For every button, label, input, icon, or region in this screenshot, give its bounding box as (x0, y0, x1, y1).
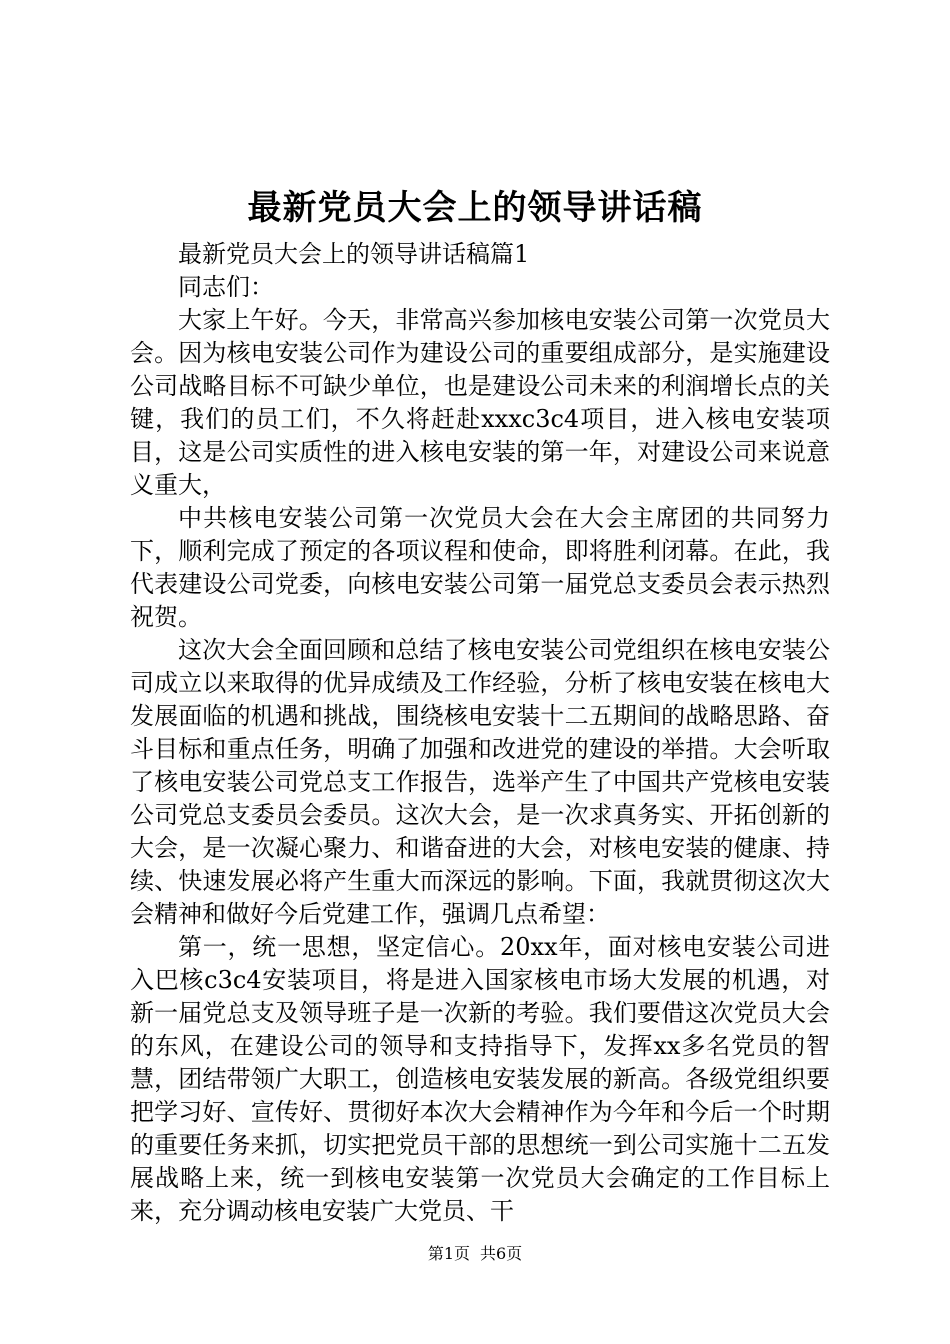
document-title: 最新党员大会上的领导讲话稿 (247, 188, 703, 228)
page-total: 共6页 (480, 1244, 523, 1263)
salutation: 同志们： (178, 273, 274, 301)
body-paragraph: 中共核电安装公司第一次党员大会在大会主席团的共同努力下，顺利完成了预定的各项议程和使命，即将胜利闭幕。在此，我代表建设公司党委，向核电安装公司第一届党总支委员会表示热烈祝贺。 (130, 504, 830, 631)
page-number: 第1页 (427, 1244, 470, 1263)
section-heading: 最新党员大会上的领导讲话稿篇1 (178, 240, 530, 268)
document-body (130, 238, 830, 1228)
body-paragraph: 这次大会全面回顾和总结了核电安装公司党组织在核电安装公司成立以来取得的优异成绩及工作经验，分析了核电安装在核电大发展面临的机遇和挑战，围绕核电安装十二五期间的战略思路、奋斗目标和重点任务，明确了加强和改进党的建设的举措。大会听取了核电安装公司党总支工作报告，选举产生了中国共产党核电安装公司党总支委员会委员。这次大会，是一次求真务实、开拓创新的大会，是一次凝心聚力、和谐奋进的大会，对核电安装的健康、持续、快速发展必将产生重大而深远的影响。下面，我就贯彻这次大会精神和做好今后党建工作，强调几点希望： (130, 636, 830, 928)
page-footer (0, 1242, 950, 1266)
body-paragraph: 大家上午好。今天，非常高兴参加核电安装公司第一次党员大会。因为核电安装公司作为建设公司的重要组成部分，是实施建设公司战略目标不可缺少单位，也是建设公司未来的利润增长点的关键，我们的员工们，不久将赶赴xxxc3c4项目，进入核电安装项目，这是公司实质性的进入核电安装的第一年，对建设公司来说意义重大， (130, 306, 830, 499)
body-paragraph: 第一，统一思想，坚定信心。20xx年，面对核电安装公司进入巴核c3c4安装项目，将是进入国家核电市场大发展的机遇，对新一届党总支及领导班子是一次新的考验。我们要借这次党员大会的东风，在建设公司的领导和支持指导下，发挥xx多名党员的智慧，团结带领广大职工，创造核电安装发展的新高。各级党组织要把学习好、宣传好、贯彻好本次大会精神作为今年和今后一个时期的重要任务来抓，切实把党员干部的思想统一到公司实施十二五发展战略上来，统一到核电安装第一次党员大会确定的工作目标上来，充分调动核电安装广大党员、干 (130, 933, 830, 1225)
